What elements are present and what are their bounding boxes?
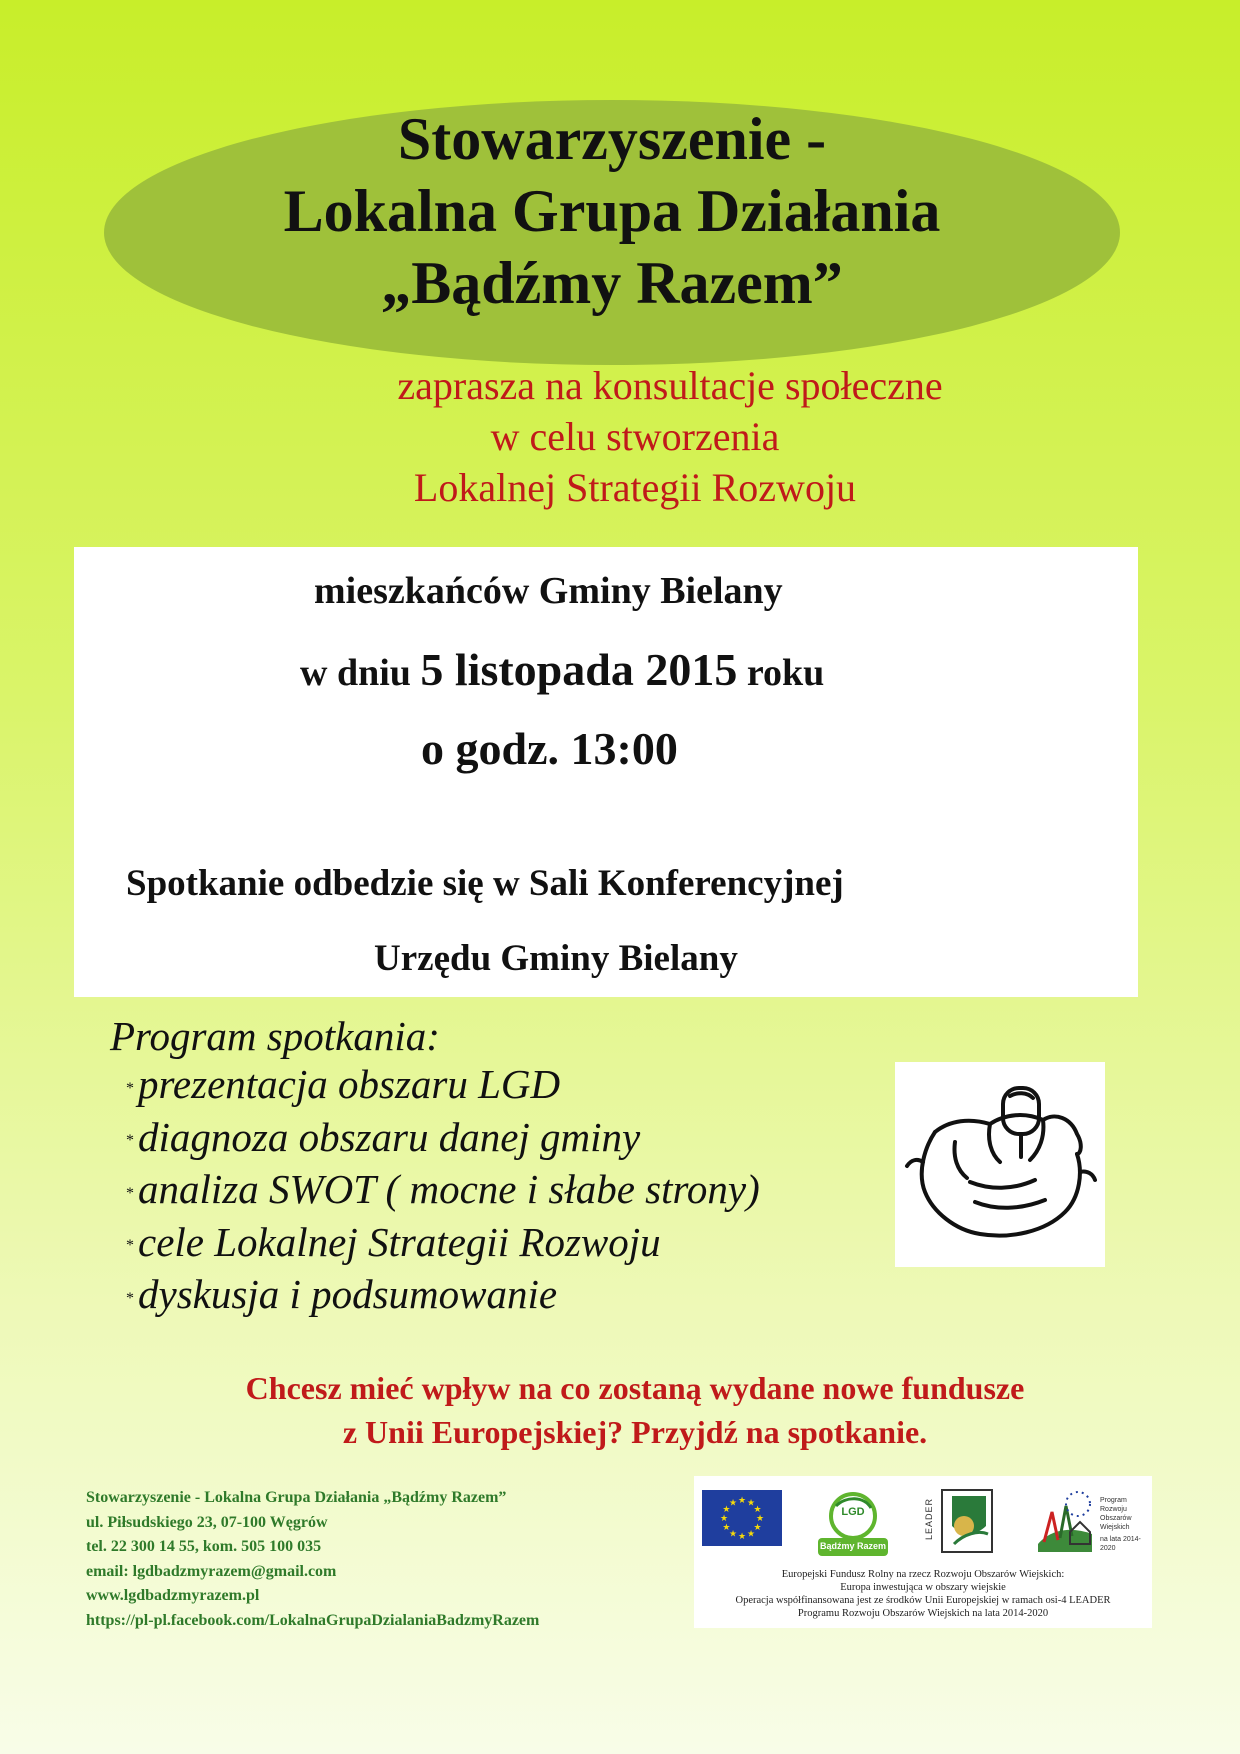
prow-logo-icon <box>1030 1482 1100 1562</box>
invitation-line-3: Lokalnej Strategii Rozwoju <box>413 465 857 510</box>
contact-org: Stowarzyszenie - Lokalna Grupa Działania „Bądźmy Razem” <box>86 1489 507 1506</box>
eu-star-icon: ★ <box>722 1504 731 1514</box>
eu-star-icon: ★ <box>753 1504 762 1514</box>
list-item: *analiza SWOT ( mocne i słabe strony) <box>126 1166 760 1213</box>
leader-logo <box>926 1486 996 1556</box>
asterisk-icon: * <box>126 1079 134 1097</box>
cta-line-2: z Unii Europejskiej? Przyjdź na spotkanie. <box>342 1414 928 1450</box>
funding-caption: Europejski Fundusz Rolny na rzecz Rozwoju Obszarów Wiejskich: Europa inwestująca w obszary wiejskie Operacja współfinansowana jest ze środków Unii Europejskiej w ramach osi-4 LEADER Programu Rozwoju Obszarów Wiejskich na lata 2014-2020 <box>735 1569 1111 1619</box>
event-date-line <box>300 643 824 696</box>
contact-phone: tel. 22 300 14 55, kom. 505 100 035 <box>86 1538 322 1555</box>
eu-star-icon: ★ <box>728 1497 738 1508</box>
contact-address: ul. Piłsudskiego 23, 07-100 Węgrów <box>86 1513 328 1531</box>
contact-website[interactable]: www.lgdbadzmyrazem.pl <box>86 1587 260 1604</box>
asterisk-icon: * <box>126 1184 134 1202</box>
event-time: o godz. 13:00 <box>421 723 678 774</box>
lgd-badge-text: LGD <box>841 1506 865 1518</box>
lgd-logo <box>816 1486 890 1560</box>
asterisk-icon: * <box>126 1237 134 1255</box>
contact-info <box>86 1486 539 1633</box>
eu-star-icon: ★ <box>737 1531 747 1541</box>
cta-line-1: Chcesz mieć wpływ na co zostaną wydane nowe fundusze <box>245 1370 1025 1406</box>
program-heading: Program spotkania: <box>110 1013 440 1059</box>
title-line-3: „Bądźmy Razem” <box>381 250 843 316</box>
list-item: *diagnoza obszaru danej gminy <box>126 1113 641 1160</box>
asterisk-icon: * <box>126 1289 134 1307</box>
event-date: 5 listopada 2015 <box>420 644 738 695</box>
asterisk-icon: * <box>126 1132 134 1150</box>
invitation-line-1: zaprasza na konsultacje społeczne <box>397 363 943 408</box>
event-details-box <box>74 547 1138 997</box>
pointing-hand-icon <box>895 1062 1105 1267</box>
event-date-prefix: w dniu <box>300 652 411 694</box>
list-item: *dyskusja i podsumowanie <box>126 1271 558 1318</box>
eu-star-icon: ★ <box>746 1497 756 1508</box>
contact-facebook[interactable]: https://pl-pl.facebook.com/LokalnaGrupaDzialaniaBadzmyRazem <box>86 1611 540 1629</box>
leader-label: LEADER <box>924 1497 935 1541</box>
event-location-line-2: Urzędu Gminy Bielany <box>374 938 738 979</box>
event-location-line-1: Spotkanie odbedzie się w Sali Konferencyjnej <box>126 863 844 904</box>
eu-star-icon: ★ <box>755 1513 765 1523</box>
title-line-1: Stowarzyszenie - <box>397 106 827 172</box>
invitation-line-2: w celu stworzenia <box>490 414 780 459</box>
eu-star-icon: ★ <box>722 1522 731 1532</box>
title-line-2: Lokalna Grupa Działania <box>283 178 941 244</box>
prow-text: Program Rozwoju Obszarów Wiejskich na lata 2014-2020 <box>1100 1497 1141 1552</box>
program-list <box>110 1012 760 1323</box>
event-date-suffix: roku <box>746 652 825 694</box>
eu-star-icon: ★ <box>737 1495 747 1505</box>
eu-star-icon: ★ <box>728 1528 738 1539</box>
leader-logo-icon <box>926 1486 996 1556</box>
list-item: *prezentacja obszaru LGD <box>126 1061 561 1107</box>
event-audience: mieszkańców Gminy Bielany <box>314 570 783 612</box>
prow-logo <box>1030 1482 1148 1562</box>
invitation-text <box>0 360 1240 513</box>
call-to-action <box>0 1366 1240 1454</box>
lgd-name-text: Bądźmy Razem <box>819 1541 887 1551</box>
funding-logos-box <box>694 1476 1152 1628</box>
eu-star-icon: ★ <box>753 1522 762 1532</box>
eu-star-icon: ★ <box>719 1513 729 1523</box>
list-item: *cele Lokalnej Strategii Rozwoju <box>126 1218 661 1265</box>
eu-star-icon: ★ <box>746 1528 756 1539</box>
poster-title <box>104 100 1120 319</box>
contact-email[interactable]: email: lgdbadzmyrazem@gmail.com <box>86 1562 337 1580</box>
eu-flag-icon <box>702 1490 782 1546</box>
pointing-hand-image <box>895 1062 1105 1267</box>
